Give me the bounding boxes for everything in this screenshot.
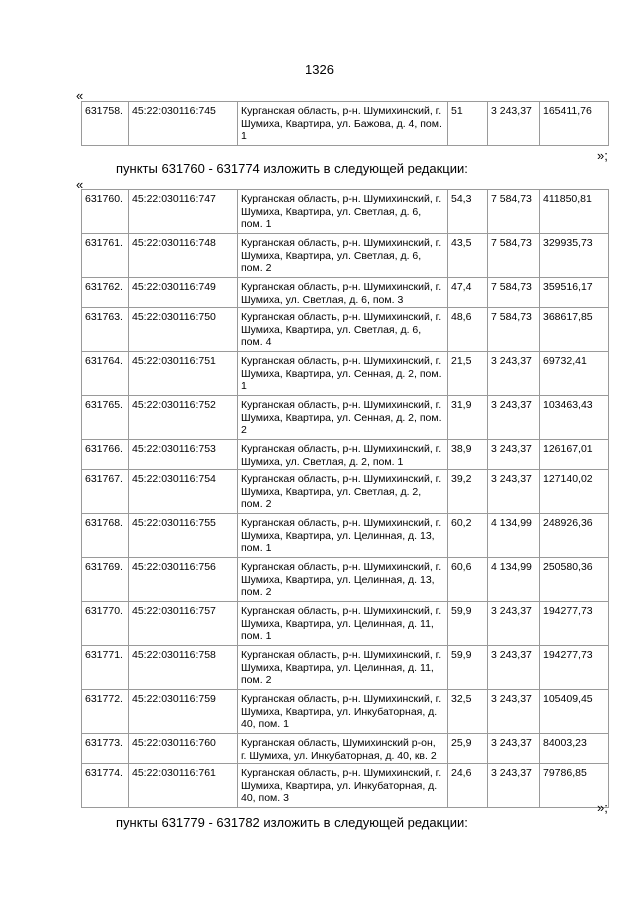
area-cell: 31,9 <box>448 396 488 440</box>
rate-cell: 3 243,37 <box>488 764 540 808</box>
rate-cell: 3 243,37 <box>488 440 540 470</box>
cadastral-number-cell: 45:22:030116:756 <box>129 558 238 602</box>
rate-cell: 4 134,99 <box>488 558 540 602</box>
row-number-cell: 631767. <box>82 470 129 514</box>
value-cell: 165411,76 <box>540 102 609 146</box>
address-cell: Курганская область, р-н. Шумихинский, г. Шумиха, Квартира, ул. Светлая, д. 2, пом. 2 <box>238 470 448 514</box>
table-row <box>82 102 609 146</box>
close-quote-1: »; <box>597 148 608 163</box>
table-row <box>82 396 609 440</box>
registry-table-2-body <box>82 190 609 808</box>
amendment-paragraph-1: пункты 631760 - 631774 изложить в следующей редакции: <box>116 161 468 176</box>
table-row <box>82 734 609 764</box>
amendment-paragraph-2: пункты 631779 - 631782 изложить в следующей редакции: <box>116 815 468 830</box>
area-cell: 48,6 <box>448 308 488 352</box>
cadastral-number-cell: 45:22:030116:748 <box>129 234 238 278</box>
cadastral-number-cell: 45:22:030116:752 <box>129 396 238 440</box>
row-number-cell: 631773. <box>82 734 129 764</box>
address-cell: Курганская область, р-н. Шумихинский, г. Шумиха, Квартира, ул. Сенная, д. 2, пом. 2 <box>238 396 448 440</box>
value-cell: 368617,85 <box>540 308 609 352</box>
rate-cell: 3 243,37 <box>488 470 540 514</box>
table-row <box>82 514 609 558</box>
value-cell: 194277,73 <box>540 646 609 690</box>
value-cell: 359516,17 <box>540 278 609 308</box>
area-cell: 25,9 <box>448 734 488 764</box>
table-row <box>82 308 609 352</box>
cadastral-number-cell: 45:22:030116:759 <box>129 690 238 734</box>
rate-cell: 7 584,73 <box>488 234 540 278</box>
cadastral-number-cell: 45:22:030116:757 <box>129 602 238 646</box>
row-number-cell: 631761. <box>82 234 129 278</box>
address-cell: Курганская область, Шумихинский р-он, г. Шумиха, ул. Инкубаторная, д. 40, кв. 2 <box>238 734 448 764</box>
table-row <box>82 602 609 646</box>
address-cell: Курганская область, р-н. Шумихинский, г. Шумиха, Квартира, ул. Целинная, д. 11, пом. 1 <box>238 602 448 646</box>
address-cell: Курганская область, р-н. Шумихинский, г. Шумиха, Квартира, ул. Бажова, д. 4, пом. 1 <box>238 102 448 146</box>
area-cell: 39,2 <box>448 470 488 514</box>
row-number-cell: 631762. <box>82 278 129 308</box>
cadastral-number-cell: 45:22:030116:755 <box>129 514 238 558</box>
rate-cell: 3 243,37 <box>488 690 540 734</box>
area-cell: 47,4 <box>448 278 488 308</box>
rate-cell: 7 584,73 <box>488 190 540 234</box>
cadastral-number-cell: 45:22:030116:751 <box>129 352 238 396</box>
table-row <box>82 646 609 690</box>
table-row <box>82 190 609 234</box>
address-cell: Курганская область, р-н. Шумихинский, г. Шумиха, Квартира, ул. Инкубаторная, д. 40, пом. 3 <box>238 764 448 808</box>
address-cell: Курганская область, р-н. Шумихинский, г. Шумиха, Квартира, ул. Целинная, д. 11, пом. 2 <box>238 646 448 690</box>
value-cell: 79786,85 <box>540 764 609 808</box>
rate-cell: 3 243,37 <box>488 396 540 440</box>
area-cell: 38,9 <box>448 440 488 470</box>
table-row <box>82 690 609 734</box>
area-cell: 59,9 <box>448 602 488 646</box>
cadastral-number-cell: 45:22:030116:761 <box>129 764 238 808</box>
table-row <box>82 278 609 308</box>
address-cell: Курганская область, р-н. Шумихинский, г. Шумиха, Квартира, ул. Сенная, д. 2, пом. 1 <box>238 352 448 396</box>
cadastral-number-cell: 45:22:030116:758 <box>129 646 238 690</box>
value-cell: 250580,36 <box>540 558 609 602</box>
address-cell: Курганская область, р-н. Шумихинский, г. Шумиха, Квартира, ул. Светлая, д. 6, пом. 1 <box>238 190 448 234</box>
area-cell: 32,5 <box>448 690 488 734</box>
area-cell: 24,6 <box>448 764 488 808</box>
row-number-cell: 631771. <box>82 646 129 690</box>
value-cell: 194277,73 <box>540 602 609 646</box>
cadastral-number-cell: 45:22:030116:760 <box>129 734 238 764</box>
address-cell: Курганская область, р-н. Шумихинский, г. Шумиха, Квартира, ул. Светлая, д. 6, пом. 4 <box>238 308 448 352</box>
row-number-cell: 631769. <box>82 558 129 602</box>
open-quote-1: « <box>76 88 84 103</box>
value-cell: 103463,43 <box>540 396 609 440</box>
area-cell: 59,9 <box>448 646 488 690</box>
address-cell: Курганская область, р-н. Шумихинский, г. Шумиха, Квартира, ул. Целинная, д. 13, пом. 1 <box>238 514 448 558</box>
rate-cell: 3 243,37 <box>488 352 540 396</box>
row-number-cell: 631764. <box>82 352 129 396</box>
table-row <box>82 440 609 470</box>
row-number-cell: 631774. <box>82 764 129 808</box>
rate-cell: 7 584,73 <box>488 308 540 352</box>
rate-cell: 3 243,37 <box>488 602 540 646</box>
value-cell: 69732,41 <box>540 352 609 396</box>
rate-cell: 3 243,37 <box>488 646 540 690</box>
area-cell: 54,3 <box>448 190 488 234</box>
value-cell: 105409,45 <box>540 690 609 734</box>
address-cell: Курганская область, р-н. Шумихинский, г. Шумиха, Квартира, ул. Светлая, д. 6, пом. 2 <box>238 234 448 278</box>
area-cell: 21,5 <box>448 352 488 396</box>
row-number-cell: 631770. <box>82 602 129 646</box>
rate-cell: 3 243,37 <box>488 102 540 146</box>
cadastral-number-cell: 45:22:030116:745 <box>129 102 238 146</box>
row-number-cell: 631766. <box>82 440 129 470</box>
value-cell: 84003,23 <box>540 734 609 764</box>
row-number-cell: 631760. <box>82 190 129 234</box>
address-cell: Курганская область, р-н. Шумихинский, г. Шумиха, Квартира, ул. Инкубаторная, д. 40, пом. 1 <box>238 690 448 734</box>
cadastral-number-cell: 45:22:030116:749 <box>129 278 238 308</box>
area-cell: 43,5 <box>448 234 488 278</box>
row-number-cell: 631758. <box>82 102 129 146</box>
row-number-cell: 631765. <box>82 396 129 440</box>
table-row <box>82 764 609 808</box>
table-row <box>82 352 609 396</box>
area-cell: 60,2 <box>448 514 488 558</box>
table-row <box>82 470 609 514</box>
close-quote-2: »; <box>597 800 608 815</box>
value-cell: 127140,02 <box>540 470 609 514</box>
registry-table-2 <box>81 189 609 808</box>
cadastral-number-cell: 45:22:030116:753 <box>129 440 238 470</box>
value-cell: 126167,01 <box>540 440 609 470</box>
row-number-cell: 631772. <box>82 690 129 734</box>
address-cell: Курганская область, р-н. Шумихинский, г. Шумиха, ул. Светлая, д. 2, пом. 1 <box>238 440 448 470</box>
open-quote-2: « <box>76 177 84 192</box>
cadastral-number-cell: 45:22:030116:747 <box>129 190 238 234</box>
value-cell: 329935,73 <box>540 234 609 278</box>
address-cell: Курганская область, р-н. Шумихинский, г. Шумиха, Квартира, ул. Целинная, д. 13, пом. 2 <box>238 558 448 602</box>
page-number: 1326 <box>305 62 334 77</box>
table-row <box>82 234 609 278</box>
cadastral-number-cell: 45:22:030116:750 <box>129 308 238 352</box>
registry-table-1 <box>81 101 609 146</box>
row-number-cell: 631768. <box>82 514 129 558</box>
table-row <box>82 558 609 602</box>
area-cell: 51 <box>448 102 488 146</box>
address-cell: Курганская область, р-н. Шумихинский, г. Шумиха, ул. Светлая, д. 6, пом. 3 <box>238 278 448 308</box>
rate-cell: 4 134,99 <box>488 514 540 558</box>
area-cell: 60,6 <box>448 558 488 602</box>
value-cell: 248926,36 <box>540 514 609 558</box>
value-cell: 411850,81 <box>540 190 609 234</box>
rate-cell: 7 584,73 <box>488 278 540 308</box>
cadastral-number-cell: 45:22:030116:754 <box>129 470 238 514</box>
registry-table-1-body <box>82 102 609 146</box>
rate-cell: 3 243,37 <box>488 734 540 764</box>
row-number-cell: 631763. <box>82 308 129 352</box>
